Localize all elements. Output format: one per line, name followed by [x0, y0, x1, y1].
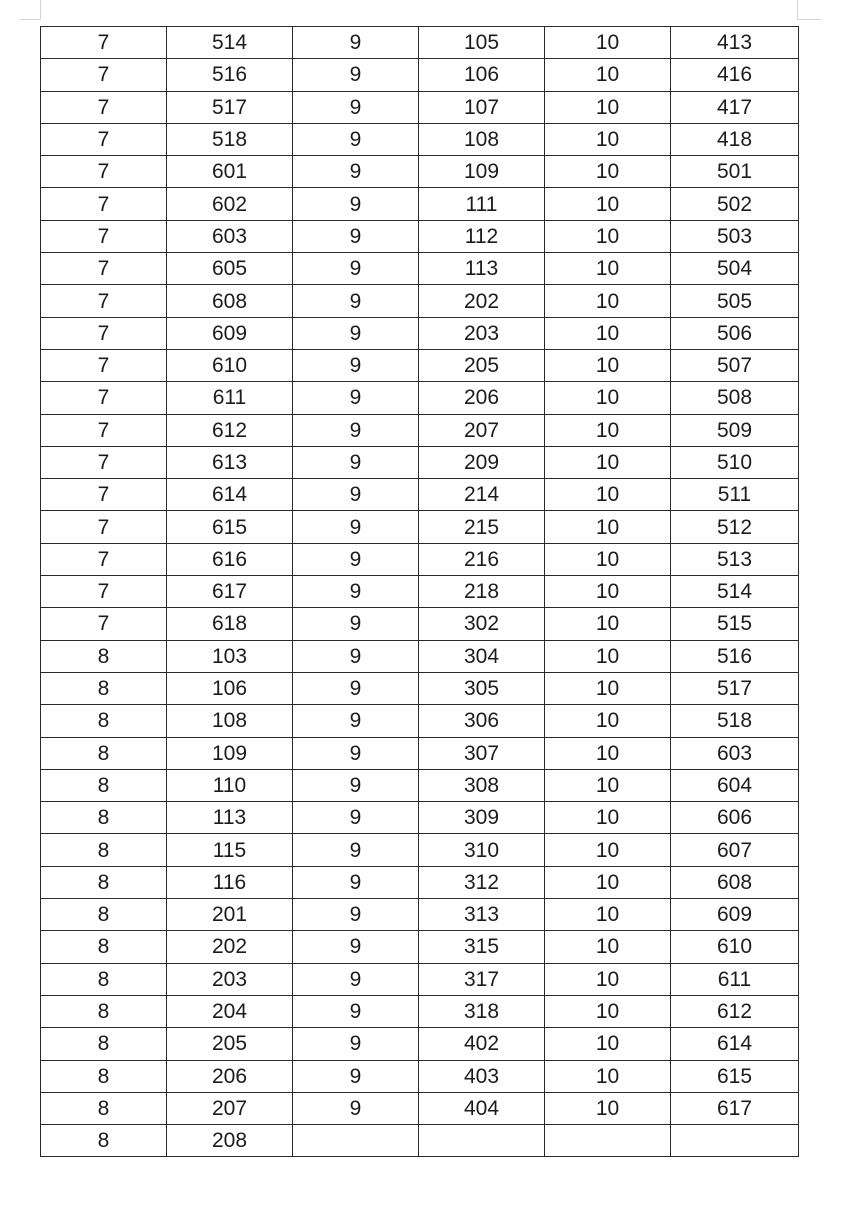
table-cell: 608	[671, 866, 799, 898]
table-row	[41, 576, 799, 608]
table-cell: 503	[671, 220, 799, 252]
table-cell: 106	[419, 59, 545, 91]
table-row	[41, 27, 799, 59]
table-cell: 10	[545, 608, 671, 640]
table-cell: 108	[419, 123, 545, 155]
table-cell: 602	[167, 188, 293, 220]
table-cell: 10	[545, 576, 671, 608]
table-row	[41, 640, 799, 672]
table-cell: 10	[545, 995, 671, 1027]
table-cell: 517	[167, 91, 293, 123]
table-cell: 10	[545, 834, 671, 866]
table-cell: 109	[167, 737, 293, 769]
table-cell: 603	[167, 220, 293, 252]
table-cell: 8	[41, 640, 167, 672]
table-cell: 606	[671, 802, 799, 834]
table-cell: 612	[671, 995, 799, 1027]
table-cell: 9	[293, 737, 419, 769]
table-cell	[671, 1125, 799, 1157]
table-cell: 305	[419, 672, 545, 704]
table-cell: 113	[167, 802, 293, 834]
table-cell: 10	[545, 479, 671, 511]
table-cell: 9	[293, 123, 419, 155]
table-row	[41, 1092, 799, 1124]
table-row	[41, 414, 799, 446]
table-row	[41, 59, 799, 91]
table-cell: 116	[167, 866, 293, 898]
table-cell: 8	[41, 705, 167, 737]
table-cell: 10	[545, 931, 671, 963]
table-row	[41, 156, 799, 188]
table-cell: 402	[419, 1028, 545, 1060]
table-cell: 610	[671, 931, 799, 963]
table-cell: 9	[293, 285, 419, 317]
table-cell: 207	[419, 414, 545, 446]
table-cell: 8	[41, 931, 167, 963]
page-corner-mark-top-left	[40, 0, 41, 20]
table-cell: 7	[41, 188, 167, 220]
table-row	[41, 479, 799, 511]
table-cell: 205	[419, 349, 545, 381]
table-cell: 205	[167, 1028, 293, 1060]
table-cell: 9	[293, 543, 419, 575]
table-cell: 9	[293, 253, 419, 285]
table-cell: 10	[545, 220, 671, 252]
table-cell: 10	[545, 1092, 671, 1124]
table-cell: 10	[545, 769, 671, 801]
table-cell: 618	[167, 608, 293, 640]
table-cell: 317	[419, 963, 545, 995]
table-cell: 9	[293, 382, 419, 414]
table-cell: 515	[671, 608, 799, 640]
table-cell: 9	[293, 1028, 419, 1060]
table-cell: 9	[293, 220, 419, 252]
table-cell: 10	[545, 543, 671, 575]
table-cell: 7	[41, 608, 167, 640]
table-cell: 106	[167, 672, 293, 704]
page-corner-mark-top-left	[20, 19, 41, 20]
table-cell	[293, 1125, 419, 1157]
table-cell: 9	[293, 317, 419, 349]
table-cell: 8	[41, 1125, 167, 1157]
table-cell: 617	[167, 576, 293, 608]
table-cell: 610	[167, 349, 293, 381]
table-row	[41, 123, 799, 155]
table-cell: 111	[419, 188, 545, 220]
table-cell: 416	[671, 59, 799, 91]
table-cell: 10	[545, 1028, 671, 1060]
table-cell: 7	[41, 253, 167, 285]
table-cell: 312	[419, 866, 545, 898]
table-row	[41, 931, 799, 963]
table-cell: 10	[545, 285, 671, 317]
table-cell: 10	[545, 317, 671, 349]
table-cell: 9	[293, 931, 419, 963]
table-cell: 601	[167, 156, 293, 188]
table-cell: 605	[167, 253, 293, 285]
table-cell: 614	[671, 1028, 799, 1060]
table-row	[41, 382, 799, 414]
table-cell: 10	[545, 27, 671, 59]
number-table	[40, 26, 799, 1157]
table-cell: 502	[671, 188, 799, 220]
table-cell: 206	[419, 382, 545, 414]
table-cell: 514	[167, 27, 293, 59]
table-cell: 511	[671, 479, 799, 511]
table-cell: 201	[167, 899, 293, 931]
table-row	[41, 1125, 799, 1157]
table-row	[41, 672, 799, 704]
table-cell: 10	[545, 963, 671, 995]
table-cell: 514	[671, 576, 799, 608]
table-cell: 9	[293, 672, 419, 704]
table-cell: 617	[671, 1092, 799, 1124]
table-cell: 202	[167, 931, 293, 963]
table-row	[41, 995, 799, 1027]
table-row	[41, 899, 799, 931]
table-cell: 10	[545, 349, 671, 381]
table-cell: 7	[41, 511, 167, 543]
table-row	[41, 802, 799, 834]
table-row	[41, 705, 799, 737]
table-cell: 403	[419, 1060, 545, 1092]
table-cell: 8	[41, 866, 167, 898]
table-cell: 7	[41, 317, 167, 349]
table-cell: 113	[419, 253, 545, 285]
table-cell: 110	[167, 769, 293, 801]
table-cell: 209	[419, 446, 545, 478]
table-cell: 208	[167, 1125, 293, 1157]
table-cell: 10	[545, 59, 671, 91]
table-cell: 615	[671, 1060, 799, 1092]
table-cell: 508	[671, 382, 799, 414]
table-cell: 517	[671, 672, 799, 704]
table-cell: 9	[293, 27, 419, 59]
table-cell: 310	[419, 834, 545, 866]
table-row	[41, 285, 799, 317]
table-cell: 10	[545, 414, 671, 446]
table-cell: 7	[41, 414, 167, 446]
table-cell: 7	[41, 349, 167, 381]
table-cell: 8	[41, 963, 167, 995]
table-cell: 10	[545, 672, 671, 704]
table-cell: 418	[671, 123, 799, 155]
table-cell: 7	[41, 446, 167, 478]
table-cell: 10	[545, 737, 671, 769]
table-cell: 608	[167, 285, 293, 317]
table-cell: 506	[671, 317, 799, 349]
table-cell: 501	[671, 156, 799, 188]
table-cell: 10	[545, 640, 671, 672]
table-body	[41, 27, 799, 1157]
table-cell: 105	[419, 27, 545, 59]
table-row	[41, 608, 799, 640]
table-row	[41, 446, 799, 478]
table-cell: 518	[167, 123, 293, 155]
table-cell: 9	[293, 91, 419, 123]
table-cell: 504	[671, 253, 799, 285]
table-row	[41, 834, 799, 866]
table-cell: 9	[293, 640, 419, 672]
table-cell: 7	[41, 123, 167, 155]
table-cell: 10	[545, 91, 671, 123]
table-cell: 8	[41, 672, 167, 704]
table-cell	[545, 1125, 671, 1157]
table-cell: 207	[167, 1092, 293, 1124]
table-cell: 109	[419, 156, 545, 188]
table-row	[41, 543, 799, 575]
table-cell: 607	[671, 834, 799, 866]
table-cell: 203	[419, 317, 545, 349]
table-cell: 9	[293, 963, 419, 995]
table-cell: 10	[545, 802, 671, 834]
table-cell: 204	[167, 995, 293, 1027]
table-row	[41, 866, 799, 898]
table-cell: 308	[419, 769, 545, 801]
table-cell: 612	[167, 414, 293, 446]
table-cell: 112	[419, 220, 545, 252]
table-cell: 8	[41, 1092, 167, 1124]
table-cell: 7	[41, 382, 167, 414]
table-cell: 7	[41, 220, 167, 252]
table-cell: 7	[41, 91, 167, 123]
table-row	[41, 188, 799, 220]
table-cell: 309	[419, 802, 545, 834]
table-cell: 9	[293, 59, 419, 91]
table-row	[41, 220, 799, 252]
table-cell: 108	[167, 705, 293, 737]
table-cell: 8	[41, 802, 167, 834]
table-cell: 613	[167, 446, 293, 478]
table-row	[41, 1060, 799, 1092]
table-cell: 302	[419, 608, 545, 640]
table-cell: 9	[293, 834, 419, 866]
table-row	[41, 317, 799, 349]
table-cell: 9	[293, 1060, 419, 1092]
table-cell: 215	[419, 511, 545, 543]
table-row	[41, 769, 799, 801]
table-cell: 9	[293, 899, 419, 931]
table-cell: 7	[41, 156, 167, 188]
table-cell: 509	[671, 414, 799, 446]
table-cell: 10	[545, 156, 671, 188]
table-cell: 404	[419, 1092, 545, 1124]
table-cell: 9	[293, 156, 419, 188]
table-cell: 8	[41, 834, 167, 866]
table-cell: 507	[671, 349, 799, 381]
table-cell: 7	[41, 479, 167, 511]
table-cell: 9	[293, 866, 419, 898]
table-cell: 516	[671, 640, 799, 672]
table-cell: 216	[419, 543, 545, 575]
table-cell: 9	[293, 511, 419, 543]
page-corner-mark-top-right	[797, 0, 798, 20]
table-cell: 115	[167, 834, 293, 866]
table-row	[41, 511, 799, 543]
table-cell: 10	[545, 123, 671, 155]
table-cell: 513	[671, 543, 799, 575]
table-cell: 202	[419, 285, 545, 317]
table-cell: 609	[167, 317, 293, 349]
table-cell: 318	[419, 995, 545, 1027]
table-cell: 9	[293, 705, 419, 737]
table-row	[41, 1028, 799, 1060]
table-cell: 9	[293, 446, 419, 478]
table-cell: 214	[419, 479, 545, 511]
table-cell: 9	[293, 769, 419, 801]
table-row	[41, 91, 799, 123]
table-cell: 304	[419, 640, 545, 672]
table-cell: 8	[41, 995, 167, 1027]
table-cell: 315	[419, 931, 545, 963]
table-cell: 510	[671, 446, 799, 478]
table-row	[41, 253, 799, 285]
table-cell: 10	[545, 188, 671, 220]
table-cell: 8	[41, 1028, 167, 1060]
table-cell: 203	[167, 963, 293, 995]
table-cell: 505	[671, 285, 799, 317]
table-cell: 10	[545, 253, 671, 285]
table-cell: 604	[671, 769, 799, 801]
table-cell: 603	[671, 737, 799, 769]
table-cell: 313	[419, 899, 545, 931]
table-cell: 8	[41, 1060, 167, 1092]
table-cell: 10	[545, 705, 671, 737]
table-cell: 614	[167, 479, 293, 511]
table-cell: 615	[167, 511, 293, 543]
table-cell: 611	[167, 382, 293, 414]
table-cell: 512	[671, 511, 799, 543]
table-cell: 8	[41, 769, 167, 801]
table-row	[41, 737, 799, 769]
table-cell: 10	[545, 866, 671, 898]
table-cell: 7	[41, 576, 167, 608]
table-cell: 10	[545, 511, 671, 543]
table-cell	[419, 1125, 545, 1157]
table-cell: 7	[41, 285, 167, 317]
table-cell: 9	[293, 349, 419, 381]
table-cell: 9	[293, 1092, 419, 1124]
table-cell: 413	[671, 27, 799, 59]
table-cell: 9	[293, 995, 419, 1027]
table-cell: 103	[167, 640, 293, 672]
table-cell: 9	[293, 576, 419, 608]
table-cell: 7	[41, 27, 167, 59]
table-cell: 206	[167, 1060, 293, 1092]
table-cell: 8	[41, 737, 167, 769]
table-cell: 10	[545, 1060, 671, 1092]
table-row	[41, 963, 799, 995]
table-cell: 10	[545, 446, 671, 478]
table-cell: 9	[293, 479, 419, 511]
table-cell: 107	[419, 91, 545, 123]
page-corner-mark-top-right	[797, 19, 821, 20]
table-cell: 518	[671, 705, 799, 737]
table-cell: 10	[545, 382, 671, 414]
table-cell: 9	[293, 414, 419, 446]
table-cell: 8	[41, 899, 167, 931]
table-cell: 9	[293, 608, 419, 640]
table-row	[41, 349, 799, 381]
table-cell: 218	[419, 576, 545, 608]
table-cell: 306	[419, 705, 545, 737]
table-cell: 307	[419, 737, 545, 769]
table-cell: 611	[671, 963, 799, 995]
table-cell: 417	[671, 91, 799, 123]
table-cell: 9	[293, 188, 419, 220]
table-cell: 9	[293, 802, 419, 834]
table-cell: 7	[41, 59, 167, 91]
table-cell: 7	[41, 543, 167, 575]
table-cell: 616	[167, 543, 293, 575]
table-cell: 609	[671, 899, 799, 931]
table-cell: 516	[167, 59, 293, 91]
table-cell: 10	[545, 899, 671, 931]
